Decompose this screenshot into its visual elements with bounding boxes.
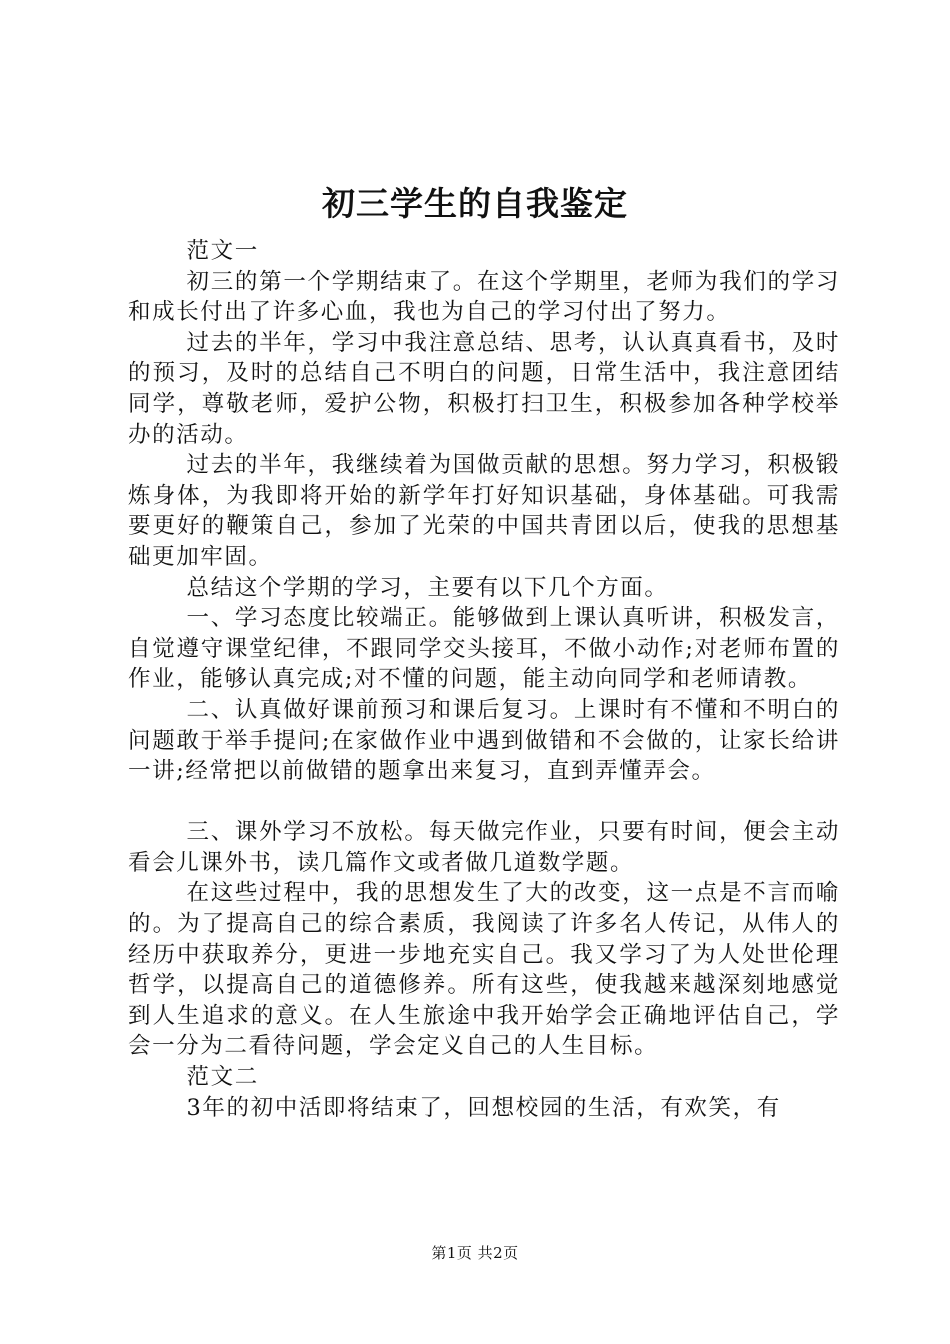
paragraph: 过去的半年，我继续着为国做贡献的思想。努力学习，积极锻炼身体，为我即将开始的新学年打好知识基础，身体基础。可我需要更好的鞭策自己，参加了光荣的中国共青团以后，使我的思想基础更加牢固。 <box>128 452 840 570</box>
paragraph: 二、认真做好课前预习和课后复习。上课时有不懂和不明白的问题敢于举手提问;在家做作业中遇到做错和不会做的，让家长给讲一讲;经常把以前做错的题拿出来复习，直到弄懂弄会。 <box>128 696 840 785</box>
paragraph: 初三的第一个学期结束了。在这个学期里，老师为我们的学习和成长付出了许多心血，我也为自己的学习付出了努力。 <box>128 268 840 326</box>
paragraph: 3年的初中活即将结束了，回想校园的生活，有欢笑，有 <box>186 1094 781 1121</box>
page-footer: 第1页 共2页 <box>431 1244 519 1262</box>
document-body <box>128 236 840 1123</box>
paragraph: 总结这个学期的学习，主要有以下几个方面。 <box>186 574 669 601</box>
paragraph: 过去的半年，学习中我注意总结、思考，认认真真看书，及时的预习，及时的总结自己不明白的问题，日常生活中，我注意团结同学，尊敬老师，爱护公物，积极打扫卫生，积极参加各种学校举办的活动。 <box>128 329 840 448</box>
paragraph: 三、课外学习不放松。每天做完作业，只要有时间，便会主动看会儿课外书，读几篇作文或者做几道数学题。 <box>128 819 840 876</box>
paragraph: 在这些过程中，我的思想发生了大的改变，这一点是不言而喻的。为了提高自己的综合素质，我阅读了许多名人传记，从伟人的经历中获取养分，更进一步地充实自己。我又学习了为人处世伦理哲学，以提高自己的道德修养。所有这些，使我越来越深刻地感觉到人生追求的意义。在人生旅途中我开始学会正确地评估自己，学会一分为二看待问题，学会定义自己的人生目标。 <box>128 880 840 1060</box>
document-title: 初三学生的自我鉴定 <box>322 184 628 223</box>
section-heading-1: 范文一 <box>186 238 259 264</box>
section-heading-2: 范文二 <box>186 1064 259 1091</box>
paragraph: 一、学习态度比较端正。能够做到上课认真听讲，积极发言，自觉遵守课堂纪律，不跟同学交头接耳，不做小动作;对老师布置的作业，能够认真完成;对不懂的问题，能主动向同学和老师请教。 <box>128 605 840 693</box>
